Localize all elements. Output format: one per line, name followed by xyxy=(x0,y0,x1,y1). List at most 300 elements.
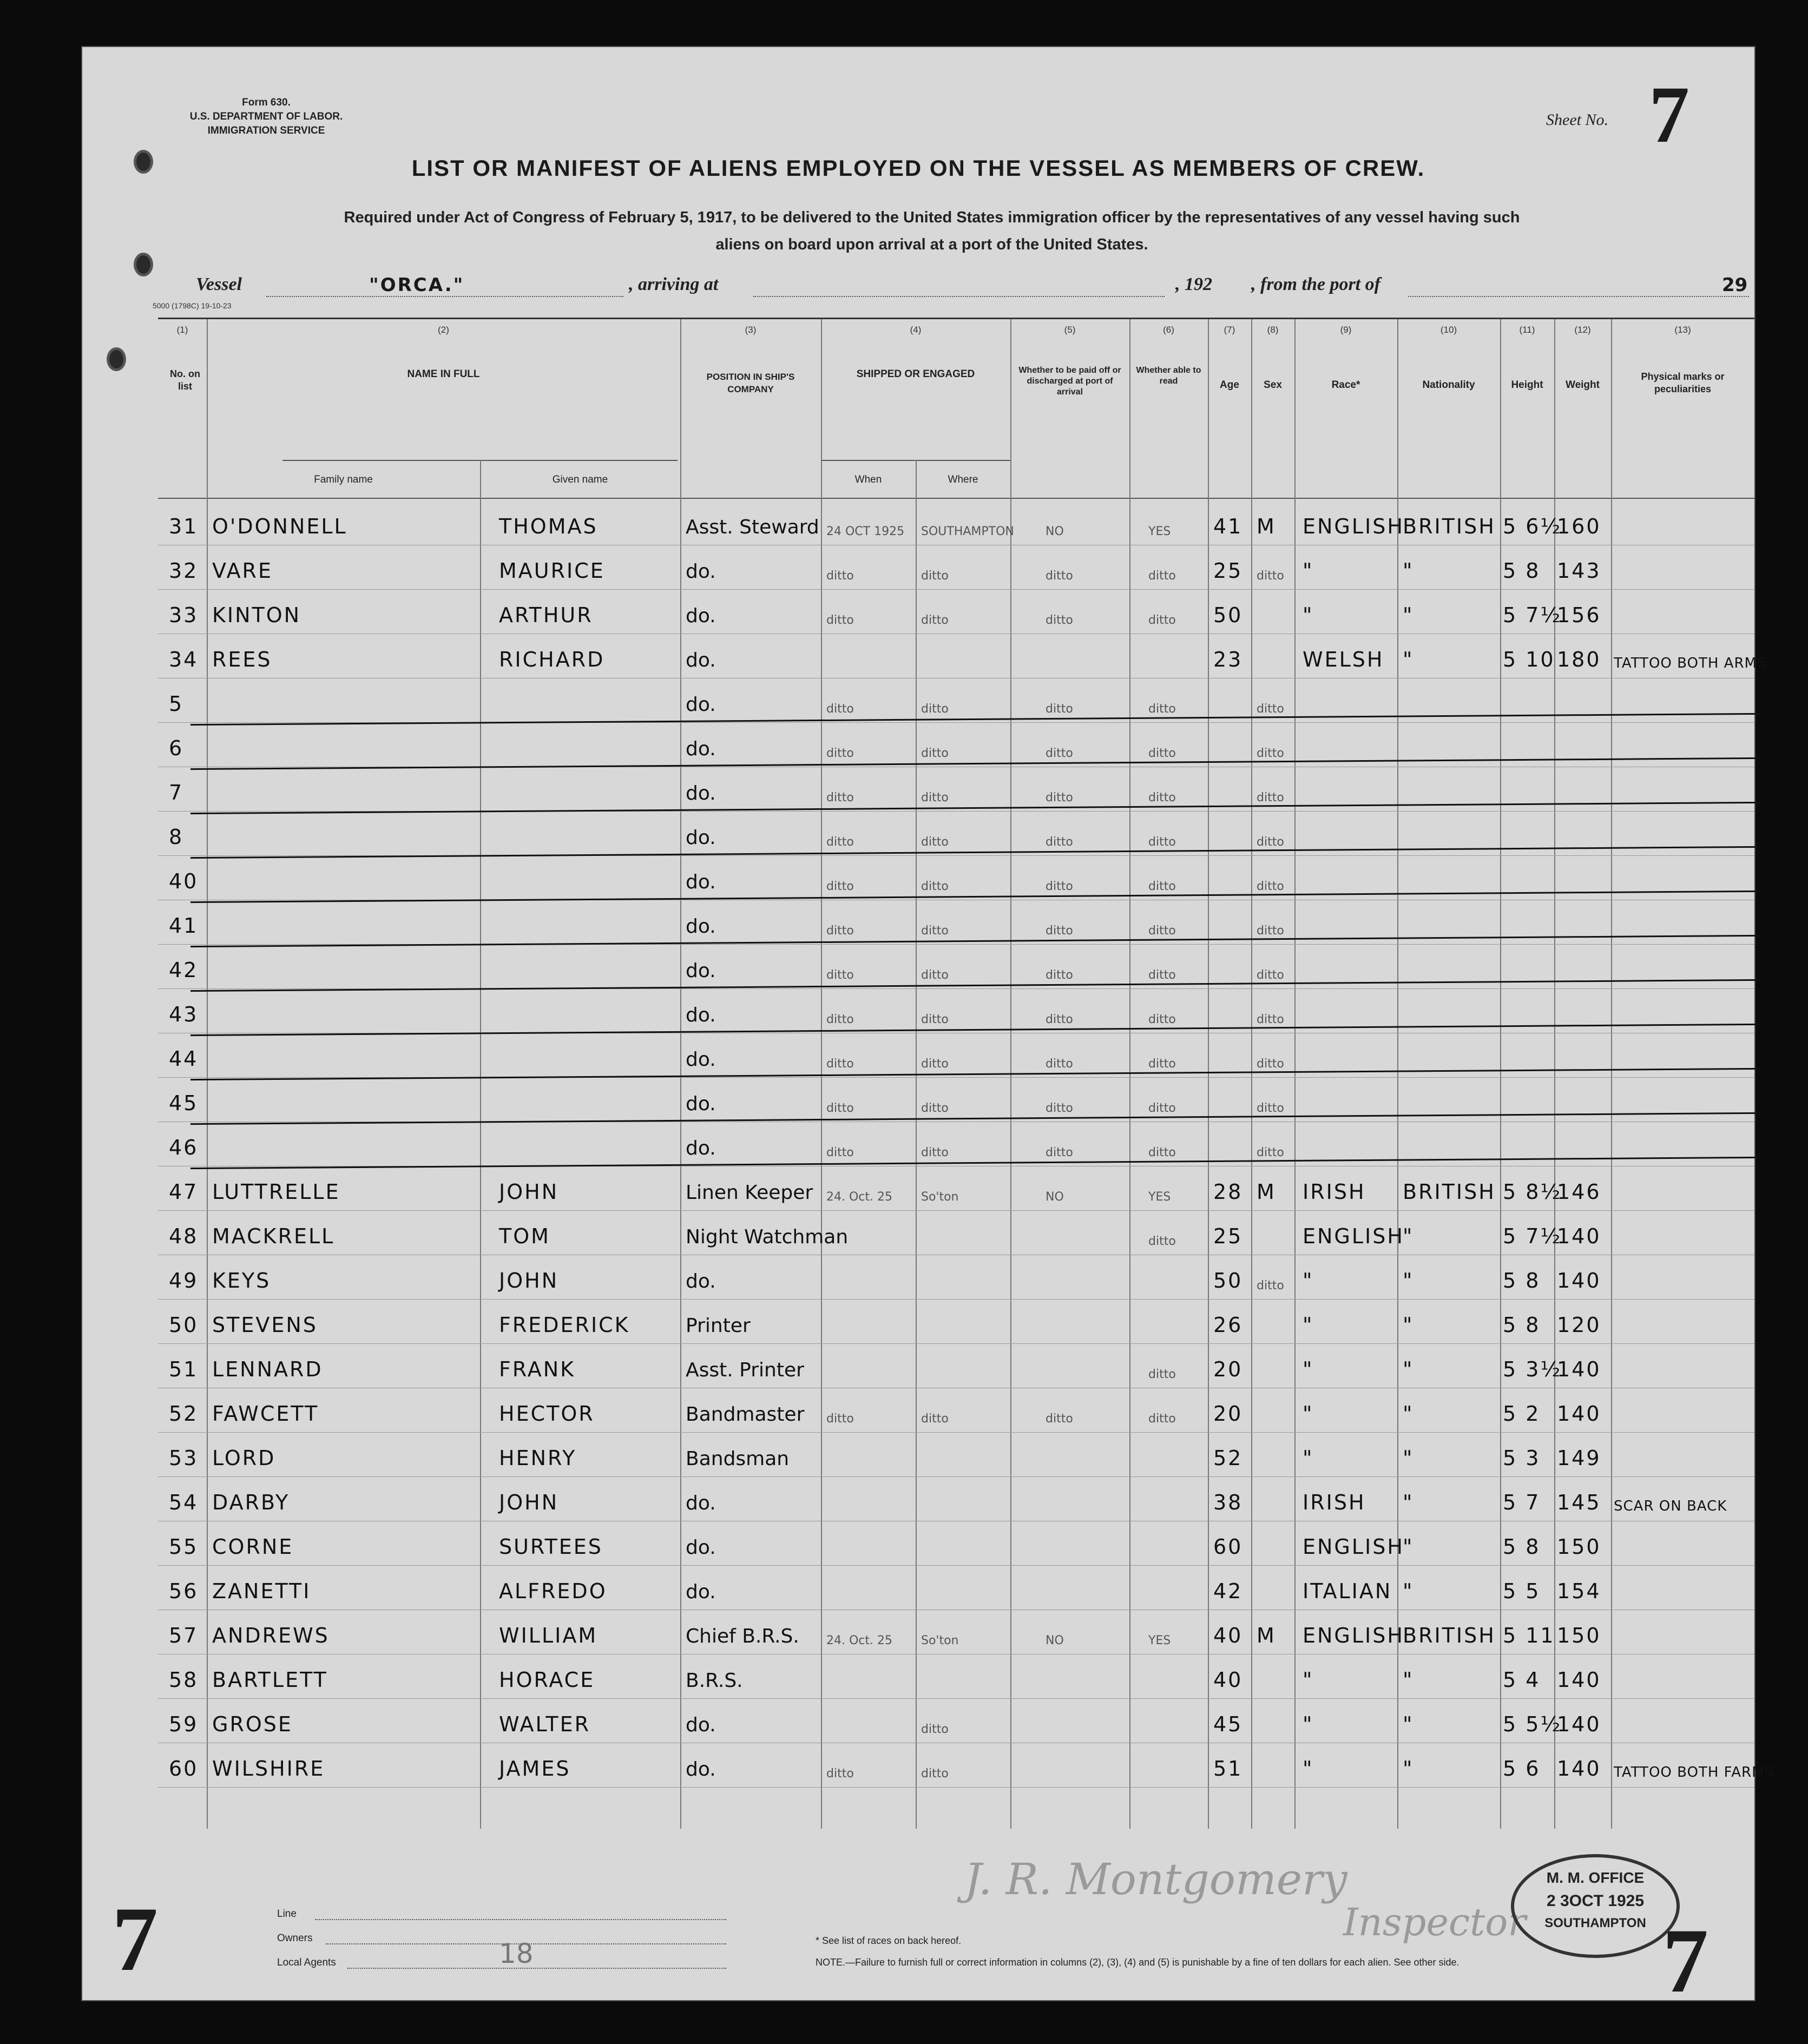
cell-nat: " xyxy=(1403,1535,1414,1559)
cell-family: REES xyxy=(212,648,272,671)
cell-sex: ditto xyxy=(1257,569,1284,583)
cell-nat: " xyxy=(1403,1491,1414,1514)
cell-age: 50 xyxy=(1213,1269,1243,1293)
department: U.S. DEPARTMENT OF LABOR. xyxy=(189,111,343,122)
table-row xyxy=(158,1388,1754,1433)
cell-nat: " xyxy=(1403,603,1414,627)
cell-nat: " xyxy=(1403,1269,1414,1293)
cell-no: 60 xyxy=(169,1757,199,1781)
cell-when: ditto xyxy=(826,880,854,893)
cell-where: So'ton xyxy=(921,1190,959,1204)
inspector-signature: Inspector xyxy=(1343,1900,1526,1944)
cell-paid: ditto xyxy=(1046,1102,1073,1115)
cell-position: do. xyxy=(686,561,716,583)
cell-nat: " xyxy=(1403,1757,1414,1781)
cell-race: " xyxy=(1303,1313,1314,1337)
cell-no: 31 xyxy=(169,515,199,538)
local-agents-label: Local Agents xyxy=(277,1957,336,1968)
cell-race: " xyxy=(1303,559,1314,583)
col-4-header: SHIPPED OR ENGAGED xyxy=(856,368,975,380)
table-row xyxy=(158,1122,1754,1166)
from-port-label: , from the port of xyxy=(1251,274,1380,294)
cell-read: ditto xyxy=(1148,791,1176,805)
col-3-number: (3) xyxy=(745,325,757,335)
cell-paid: NO xyxy=(1046,525,1064,538)
cell-nat: " xyxy=(1403,559,1414,583)
owners-label: Owners xyxy=(277,1933,313,1944)
cell-age: 25 xyxy=(1213,559,1243,583)
cell-where: ditto xyxy=(921,1767,949,1781)
col-6-header: Whether able to read xyxy=(1136,366,1201,386)
cell-sex: ditto xyxy=(1257,1057,1284,1071)
cell-position: do. xyxy=(686,694,716,716)
cell-age: 23 xyxy=(1213,648,1243,671)
stamp-place: SOUTHAMPTON xyxy=(1544,1916,1646,1930)
cell-race: ENGLISH xyxy=(1303,515,1404,538)
cell-given: FRANK xyxy=(499,1357,576,1381)
cell-race: " xyxy=(1303,1668,1314,1692)
cell-read: ditto xyxy=(1148,614,1176,627)
page-subtitle xyxy=(190,204,1673,258)
cell-given: ARTHUR xyxy=(499,603,593,627)
cell-when: 24. Oct. 25 xyxy=(826,1634,892,1647)
cell-when: 24 OCT 1925 xyxy=(826,525,905,538)
cell-no: 51 xyxy=(169,1357,199,1381)
form-header xyxy=(180,96,353,138)
cell-no: 41 xyxy=(169,914,199,938)
cell-position: do. xyxy=(686,1492,716,1514)
cell-height: 5 7½ xyxy=(1503,1224,1562,1248)
cell-weight: 140 xyxy=(1557,1712,1601,1736)
cell-when: ditto xyxy=(826,569,854,583)
cell-nat: " xyxy=(1403,648,1414,671)
cell-when: ditto xyxy=(826,968,854,982)
cell-age: 38 xyxy=(1213,1491,1243,1514)
cell-height: 5 8 xyxy=(1503,1313,1541,1337)
cell-family: LUTTRELLE xyxy=(212,1180,340,1204)
cell-paid: ditto xyxy=(1046,924,1073,938)
cell-read: ditto xyxy=(1148,1057,1176,1071)
cell-no: 57 xyxy=(169,1624,199,1647)
col-4-number: (4) xyxy=(910,325,922,335)
cell-height: 5 3 xyxy=(1503,1446,1541,1470)
cell-nat: " xyxy=(1403,1313,1414,1337)
col-1-number: (1) xyxy=(176,325,188,335)
office-stamp xyxy=(1511,1854,1680,1958)
table-row xyxy=(158,1255,1754,1300)
table-row xyxy=(158,988,1754,1033)
cell-position: do. xyxy=(686,1714,716,1736)
cell-given: THOMAS xyxy=(499,515,598,538)
table-row xyxy=(158,1210,1754,1255)
cell-position: Bandmaster xyxy=(686,1403,805,1426)
cell-marks: TATTOO BOTH ARMS xyxy=(1614,655,1767,671)
cell-no: 55 xyxy=(169,1535,199,1559)
cell-height: 5 6 xyxy=(1503,1757,1541,1781)
cell-weight: 180 xyxy=(1557,648,1601,671)
cell-read: ditto xyxy=(1148,1102,1176,1115)
cell-family: KINTON xyxy=(212,603,301,627)
col-2-number: (2) xyxy=(438,325,449,335)
punch-hole xyxy=(107,347,126,371)
cell-height: 5 7 xyxy=(1503,1491,1541,1514)
cell-height: 5 10 xyxy=(1503,648,1555,671)
form-code: 5000 (1798C) 19-10-23 xyxy=(153,301,232,310)
cell-race: ENGLISH xyxy=(1303,1624,1404,1647)
cell-paid: ditto xyxy=(1046,614,1073,627)
col-13-number: (13) xyxy=(1674,325,1691,335)
col-5-header: Whether to be paid off or discharged at port of arrival xyxy=(1018,366,1121,397)
cell-nat: BRITISH xyxy=(1403,1624,1496,1647)
cell-position: B.R.S. xyxy=(686,1670,743,1692)
cell-paid: ditto xyxy=(1046,747,1073,760)
cell-where: ditto xyxy=(921,1723,949,1736)
cell-position: Bandsman xyxy=(686,1448,790,1470)
col-8-number: (8) xyxy=(1267,325,1279,335)
cell-age: 28 xyxy=(1213,1180,1243,1204)
cell-given: RICHARD xyxy=(499,648,605,671)
cell-when: ditto xyxy=(826,747,854,760)
sheet-number-left: 7 xyxy=(112,1888,158,1990)
cell-race: WELSH xyxy=(1303,648,1384,671)
cell-family: BARTLETT xyxy=(212,1668,328,1692)
cell-family: ANDREWS xyxy=(212,1624,330,1647)
table-row xyxy=(158,767,1754,812)
table-row xyxy=(158,1521,1754,1566)
cell-nat: " xyxy=(1403,1712,1414,1736)
local-agents-value: 18 xyxy=(499,1938,534,1969)
cell-read: YES xyxy=(1148,1190,1171,1204)
cell-sex: ditto xyxy=(1257,1102,1284,1115)
cell-where: ditto xyxy=(921,1102,949,1115)
cell-where: ditto xyxy=(921,614,949,627)
cell-weight: 140 xyxy=(1557,1224,1601,1248)
table-row xyxy=(158,944,1754,989)
cell-position: do. xyxy=(686,649,716,671)
where-header: Where xyxy=(948,474,978,485)
line-label: Line xyxy=(277,1908,297,1920)
cell-height: 5 5 xyxy=(1503,1579,1541,1603)
cell-when: ditto xyxy=(826,791,854,805)
cell-no: 48 xyxy=(169,1224,199,1248)
cell-sex: ditto xyxy=(1257,924,1284,938)
cell-paid: ditto xyxy=(1046,702,1073,716)
punch-hole xyxy=(134,253,153,276)
cell-where: ditto xyxy=(921,747,949,760)
crew-table xyxy=(158,318,1774,1829)
cell-when: ditto xyxy=(826,1013,854,1026)
cell-given: FREDERICK xyxy=(499,1313,630,1337)
cell-race: IRISH xyxy=(1303,1180,1366,1204)
cell-read: ditto xyxy=(1148,569,1176,583)
cell-family: LORD xyxy=(212,1446,276,1470)
table-row xyxy=(158,900,1754,945)
cell-age: 41 xyxy=(1213,515,1243,538)
cell-sex: ditto xyxy=(1257,835,1284,849)
table-row xyxy=(158,1610,1754,1654)
cell-where: ditto xyxy=(921,880,949,893)
cell-no: 54 xyxy=(169,1491,199,1514)
cell-when: ditto xyxy=(826,1102,854,1115)
cell-family: STEVENS xyxy=(212,1313,318,1337)
cell-sex: ditto xyxy=(1257,1146,1284,1159)
cell-given: WALTER xyxy=(499,1712,591,1736)
col-12-number: (12) xyxy=(1574,325,1591,335)
cell-no: 6 xyxy=(169,736,184,760)
cell-no: 8 xyxy=(169,825,184,849)
cell-read: ditto xyxy=(1148,1146,1176,1159)
cell-family: KEYS xyxy=(212,1269,271,1293)
cell-where: ditto xyxy=(921,1146,949,1159)
cell-given: HENRY xyxy=(499,1446,577,1470)
cell-paid: ditto xyxy=(1046,835,1073,849)
cell-paid: NO xyxy=(1046,1190,1064,1204)
cell-given: HORACE xyxy=(499,1668,595,1692)
cell-position: do. xyxy=(686,1093,716,1115)
cell-paid: ditto xyxy=(1046,968,1073,982)
cell-where: ditto xyxy=(921,569,949,583)
cell-family: ZANETTI xyxy=(212,1579,311,1603)
cell-paid: ditto xyxy=(1046,791,1073,805)
vessel-name: "ORCA." xyxy=(369,274,465,296)
cell-given: JOHN xyxy=(499,1269,559,1293)
table-row xyxy=(158,1432,1754,1477)
sheet-label: Sheet No. xyxy=(1546,111,1608,129)
cell-position: do. xyxy=(686,1004,716,1026)
table-row xyxy=(158,1077,1754,1122)
cell-position: Printer xyxy=(686,1315,751,1337)
cell-read: ditto xyxy=(1148,1013,1176,1026)
col-11-number: (11) xyxy=(1519,325,1535,335)
table-row xyxy=(158,811,1754,856)
cell-read: YES xyxy=(1148,525,1171,538)
arriving-field xyxy=(753,274,1165,297)
cell-family: WILSHIRE xyxy=(212,1757,325,1781)
vessel-row xyxy=(163,274,1749,304)
cell-position: do. xyxy=(686,827,716,849)
cell-position: do. xyxy=(686,1049,716,1071)
cell-weight: 140 xyxy=(1557,1269,1601,1293)
col-2-header: NAME IN FULL xyxy=(407,368,480,380)
cell-no: 44 xyxy=(169,1047,199,1071)
col-9-number: (9) xyxy=(1340,325,1352,335)
cell-read: ditto xyxy=(1148,1368,1176,1381)
cell-race: " xyxy=(1303,1712,1314,1736)
cell-read: ditto xyxy=(1148,924,1176,938)
arriving-label: , arriving at xyxy=(629,274,719,294)
cell-family: LENNARD xyxy=(212,1357,323,1381)
cell-height: 5 6½ xyxy=(1503,515,1562,538)
cell-height: 5 5½ xyxy=(1503,1712,1562,1736)
cell-nat: " xyxy=(1403,1402,1414,1426)
cell-where: ditto xyxy=(921,1057,949,1071)
cell-position: do. xyxy=(686,738,716,760)
cell-where: ditto xyxy=(921,835,949,849)
col-9-header: Race* xyxy=(1331,379,1360,391)
sheet-number: 7 xyxy=(1649,70,1689,160)
stamp-date: 2 3OCT 1925 xyxy=(1546,1892,1645,1910)
cell-race: " xyxy=(1303,1269,1314,1293)
cell-nat: " xyxy=(1403,1357,1414,1381)
cell-position: do. xyxy=(686,1137,716,1159)
col-11-header: Height xyxy=(1511,379,1543,391)
local-agents-field xyxy=(347,1957,726,1969)
cell-sex: M xyxy=(1257,515,1276,538)
col-5-number: (5) xyxy=(1064,325,1076,335)
cell-read: ditto xyxy=(1148,1235,1176,1248)
cell-race: " xyxy=(1303,1757,1314,1781)
cell-age: 20 xyxy=(1213,1402,1243,1426)
cell-paid: ditto xyxy=(1046,569,1073,583)
col-3-header: POSITION IN SHIP'S COMPANY xyxy=(706,372,795,394)
cell-paid: ditto xyxy=(1046,880,1073,893)
cell-no: 56 xyxy=(169,1579,199,1603)
cell-sex: M xyxy=(1257,1180,1276,1204)
cell-read: ditto xyxy=(1148,880,1176,893)
cell-age: 25 xyxy=(1213,1224,1243,1248)
cell-weight: 145 xyxy=(1557,1491,1601,1514)
cell-no: 45 xyxy=(169,1091,199,1115)
cell-height: 5 8 xyxy=(1503,1535,1541,1559)
cell-position: Chief B.R.S. xyxy=(686,1625,799,1647)
table-row xyxy=(158,634,1767,678)
cell-age: 60 xyxy=(1213,1535,1243,1559)
cell-where: ditto xyxy=(921,1013,949,1026)
sheet-number-right: 7 xyxy=(1662,1910,1708,2012)
date-suffix: 29 xyxy=(1722,274,1748,296)
cell-age: 20 xyxy=(1213,1357,1243,1381)
cell-when: ditto xyxy=(826,924,854,938)
cell-given: HECTOR xyxy=(499,1402,595,1426)
cell-weight: 140 xyxy=(1557,1757,1601,1781)
cell-age: 42 xyxy=(1213,1579,1243,1603)
cell-read: ditto xyxy=(1148,968,1176,982)
cell-no: 46 xyxy=(169,1136,199,1159)
cell-given: TOM xyxy=(499,1224,550,1248)
cell-height: 5 8½ xyxy=(1503,1180,1562,1204)
cell-when: ditto xyxy=(826,614,854,627)
cell-weight: 160 xyxy=(1557,515,1601,538)
cell-race: " xyxy=(1303,1402,1314,1426)
cell-read: ditto xyxy=(1148,702,1176,716)
cell-position: do. xyxy=(686,782,716,805)
table-row xyxy=(158,1743,1774,1788)
cell-given: JAMES xyxy=(499,1757,571,1781)
cell-read: ditto xyxy=(1148,747,1176,760)
stamp-office: M. M. OFFICE xyxy=(1546,1869,1645,1886)
page-title: LIST OR MANIFEST OF ALIENS EMPLOYED ON THE VESSEL AS MEMBERS OF CREW. xyxy=(411,155,1425,181)
table-row xyxy=(158,722,1754,767)
table-row xyxy=(158,1565,1754,1610)
cell-paid: ditto xyxy=(1046,1013,1073,1026)
col-10-number: (10) xyxy=(1440,325,1457,335)
cell-no: 32 xyxy=(169,559,199,583)
cell-weight: 150 xyxy=(1557,1624,1601,1647)
table-row xyxy=(158,678,1754,723)
cell-position: Asst. Printer xyxy=(686,1359,804,1381)
subtitle-line-2: aliens on board upon arrival at a port of the United States. xyxy=(715,236,1148,253)
cell-position: Night Watchman xyxy=(686,1226,849,1248)
cell-read: YES xyxy=(1148,1634,1171,1647)
service: IMMIGRATION SERVICE xyxy=(207,125,325,136)
cell-nat: " xyxy=(1403,1668,1414,1692)
cell-age: 40 xyxy=(1213,1624,1243,1647)
cell-weight: 140 xyxy=(1557,1402,1601,1426)
cell-sex: ditto xyxy=(1257,880,1284,893)
cell-nat: " xyxy=(1403,1446,1414,1470)
cell-no: 49 xyxy=(169,1269,199,1293)
cell-age: 50 xyxy=(1213,603,1243,627)
cell-no: 42 xyxy=(169,958,199,982)
cell-age: 45 xyxy=(1213,1712,1243,1736)
from-port-field xyxy=(1408,274,1749,297)
cell-where: SOUTHAMPTON xyxy=(921,525,1014,538)
cell-given: MAURICE xyxy=(499,559,605,583)
cell-age: 26 xyxy=(1213,1313,1243,1337)
col-6-number: (6) xyxy=(1163,325,1174,335)
cell-family: VARE xyxy=(212,559,273,583)
cell-family: O'DONNELL xyxy=(212,515,347,538)
family-name-header: Family name xyxy=(314,474,373,485)
cell-weight: 154 xyxy=(1557,1579,1601,1603)
cell-read: ditto xyxy=(1148,1412,1176,1426)
cell-where: So'ton xyxy=(921,1634,959,1647)
cell-sex: ditto xyxy=(1257,702,1284,716)
cell-given: WILLIAM xyxy=(499,1624,598,1647)
cell-where: ditto xyxy=(921,702,949,716)
cell-given: SURTEES xyxy=(499,1535,603,1559)
cell-nat: " xyxy=(1403,1579,1414,1603)
cell-sex: ditto xyxy=(1257,1279,1284,1293)
col-7-header: Age xyxy=(1220,379,1239,391)
cell-given: JOHN xyxy=(499,1180,559,1204)
cell-no: 59 xyxy=(169,1712,199,1736)
cell-weight: 140 xyxy=(1557,1668,1601,1692)
cell-position: do. xyxy=(686,1537,716,1559)
subtitle-line-1: Required under Act of Congress of February 5, 1917, to be delivered to the United States immigration officer by the representatives of any vessel having such xyxy=(344,209,1520,226)
cell-family: CORNE xyxy=(212,1535,294,1559)
cell-no: 47 xyxy=(169,1180,199,1204)
cell-paid: ditto xyxy=(1046,1146,1073,1159)
cell-paid: ditto xyxy=(1046,1057,1073,1071)
table-row xyxy=(158,1166,1754,1211)
table-row xyxy=(158,1033,1754,1078)
cell-nat: BRITISH xyxy=(1403,515,1496,538)
table-row xyxy=(158,1698,1754,1743)
cell-no: 34 xyxy=(169,648,199,671)
vessel-label: Vessel xyxy=(196,274,242,294)
header-bottom-line xyxy=(158,498,1754,499)
cell-race: ENGLISH xyxy=(1303,1224,1404,1248)
cell-position: Asst. Steward xyxy=(686,516,819,538)
cell-no: 40 xyxy=(169,869,199,893)
cell-family: MACKRELL xyxy=(212,1224,335,1248)
cell-when: ditto xyxy=(826,702,854,716)
cell-weight: 120 xyxy=(1557,1313,1601,1337)
footer-note: NOTE.—Failure to furnish full or correct information in columns (2), (3), (4) and (5) is punishable by a fine of ten dollars for each alien. See other side. xyxy=(816,1957,1459,1968)
cell-weight: 146 xyxy=(1557,1180,1601,1204)
table-row xyxy=(158,855,1754,900)
col-10-header: Nationality xyxy=(1422,379,1475,391)
cell-when: ditto xyxy=(826,1057,854,1071)
cell-height: 5 3½ xyxy=(1503,1357,1562,1381)
cell-sex: ditto xyxy=(1257,791,1284,805)
table-row xyxy=(158,545,1754,590)
cell-nat: " xyxy=(1403,1224,1414,1248)
cell-family: FAWCETT xyxy=(212,1402,319,1426)
table-row xyxy=(158,589,1754,634)
cell-race: " xyxy=(1303,603,1314,627)
